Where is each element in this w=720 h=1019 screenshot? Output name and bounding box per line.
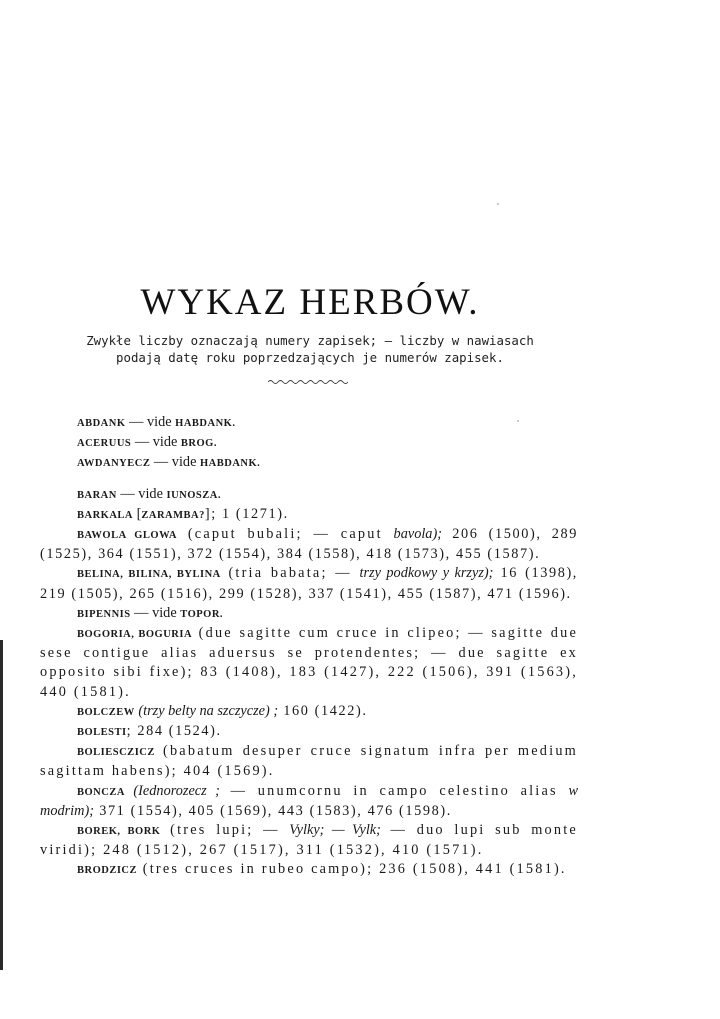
entry-name: ACERUUS xyxy=(77,438,132,450)
subtitle xyxy=(40,332,580,366)
list-item: BOREK, BORK (tres lupi; — Vylky; — Vylk; — duo lupi sub monte viridi); 248 (1512), 267 (1517), 311 (1532), 410 (1571). xyxy=(40,822,578,859)
list-item: BOLESTI; 284 (1524). xyxy=(77,723,222,740)
entry-name: BONCZA xyxy=(77,786,125,798)
entry-name: BAWOLA GLOWA xyxy=(77,530,178,542)
entry-name: BOLCZEW xyxy=(77,706,135,718)
list-item: ABDANK — vide HABDANK. xyxy=(77,414,236,430)
entry-ref: IUNOSZA. xyxy=(166,489,221,501)
entry-ref: ZARAMBA? xyxy=(141,509,205,521)
entry-name: BIPENNIS xyxy=(77,608,131,620)
entry-name: BOREK, BORK xyxy=(77,826,161,838)
list-item: BONCZA (Iednorozecz ; — unumcornu in campo celestino alias w modrim); 371 (1554), 405 (1569), 443 (1583), 476 (1598). xyxy=(40,782,578,819)
entry-name: BRODZICZ xyxy=(77,865,138,877)
scan-edge xyxy=(0,640,3,970)
list-item: BRODZICZ (tres cruces in rubeo campo); 236 (1508), 441 (1581). xyxy=(77,861,567,878)
entry-name: BOLIESCZICZ xyxy=(77,747,155,759)
list-item: BARKALA [ZARAMBA?]; 1 (1271). xyxy=(77,505,289,522)
list-item: ACERUUS — vide BROG. xyxy=(77,434,217,451)
list-item: AWDANYECZ — vide HABDANK. xyxy=(77,454,261,471)
list-item: BOLIESCZICZ (babatum desuper cruce signatum infra per medium sagittam habens); 404 (1569). xyxy=(40,743,578,780)
list-item: BAWOLA GLOWA (caput bubali; — caput bavola); 206 (1500), 289 (1525), 364 (1551), 372 (1554), 384 (1558), 418 (1573), 455 (1587). xyxy=(40,526,578,563)
coat-of-arms-list xyxy=(40,413,578,881)
list-item: BIPENNIS — vide TOPOR. xyxy=(77,604,224,621)
page-title: WYKAZ HERBÓW. xyxy=(140,282,480,323)
entry-ref: BROG. xyxy=(180,438,217,450)
subtitle-line-1: Zwykłe liczby oznaczają numery zapisek; — liczby w nawiasach xyxy=(86,333,534,348)
entry-name: BARAN xyxy=(77,489,117,501)
list-item: BARAN — vide IUNOSZA. xyxy=(77,485,221,502)
subtitle-line-2: podają datę roku poprzedzających je numerów zapisek. xyxy=(116,350,504,365)
list-item: BOLCZEW (trzy belty na szczycze) ; 160 (1422). xyxy=(77,702,368,719)
entry-ref: HABDANK. xyxy=(175,418,236,429)
entry-name: BOLESTI xyxy=(77,727,127,739)
entry-name: BELINA, BILINA, BYLINA xyxy=(77,569,221,581)
entry-name: ABDANK xyxy=(77,418,126,429)
entry-ref: HABDANK. xyxy=(200,458,261,470)
entry-name: BARKALA xyxy=(77,509,134,521)
wavy-divider xyxy=(268,378,348,386)
list-item: BOGORIA, BOGURIA (due sagitte cum cruce in clipeo; — sagitte due sese contigue alias aduersus se protendentes; — due sagitte ex opposito sibi fixe); 83 (1408), 183 (1427), 222 (1506), 391 (1563), 440 (1581). xyxy=(40,625,578,700)
entry-name: AWDANYECZ xyxy=(77,458,151,470)
entry-ref: TOPOR. xyxy=(180,608,224,620)
list-item: BELINA, BILINA, BYLINA (tria babata; — trzy podkowy y krzyz); 16 (1398), 219 (1505), 265 (1516), 299 (1528), 337 (1541), 455 (1587), 471 (1596). xyxy=(40,565,578,602)
entry-name: BOGORIA, BOGURIA xyxy=(77,629,193,641)
speck xyxy=(497,203,499,205)
